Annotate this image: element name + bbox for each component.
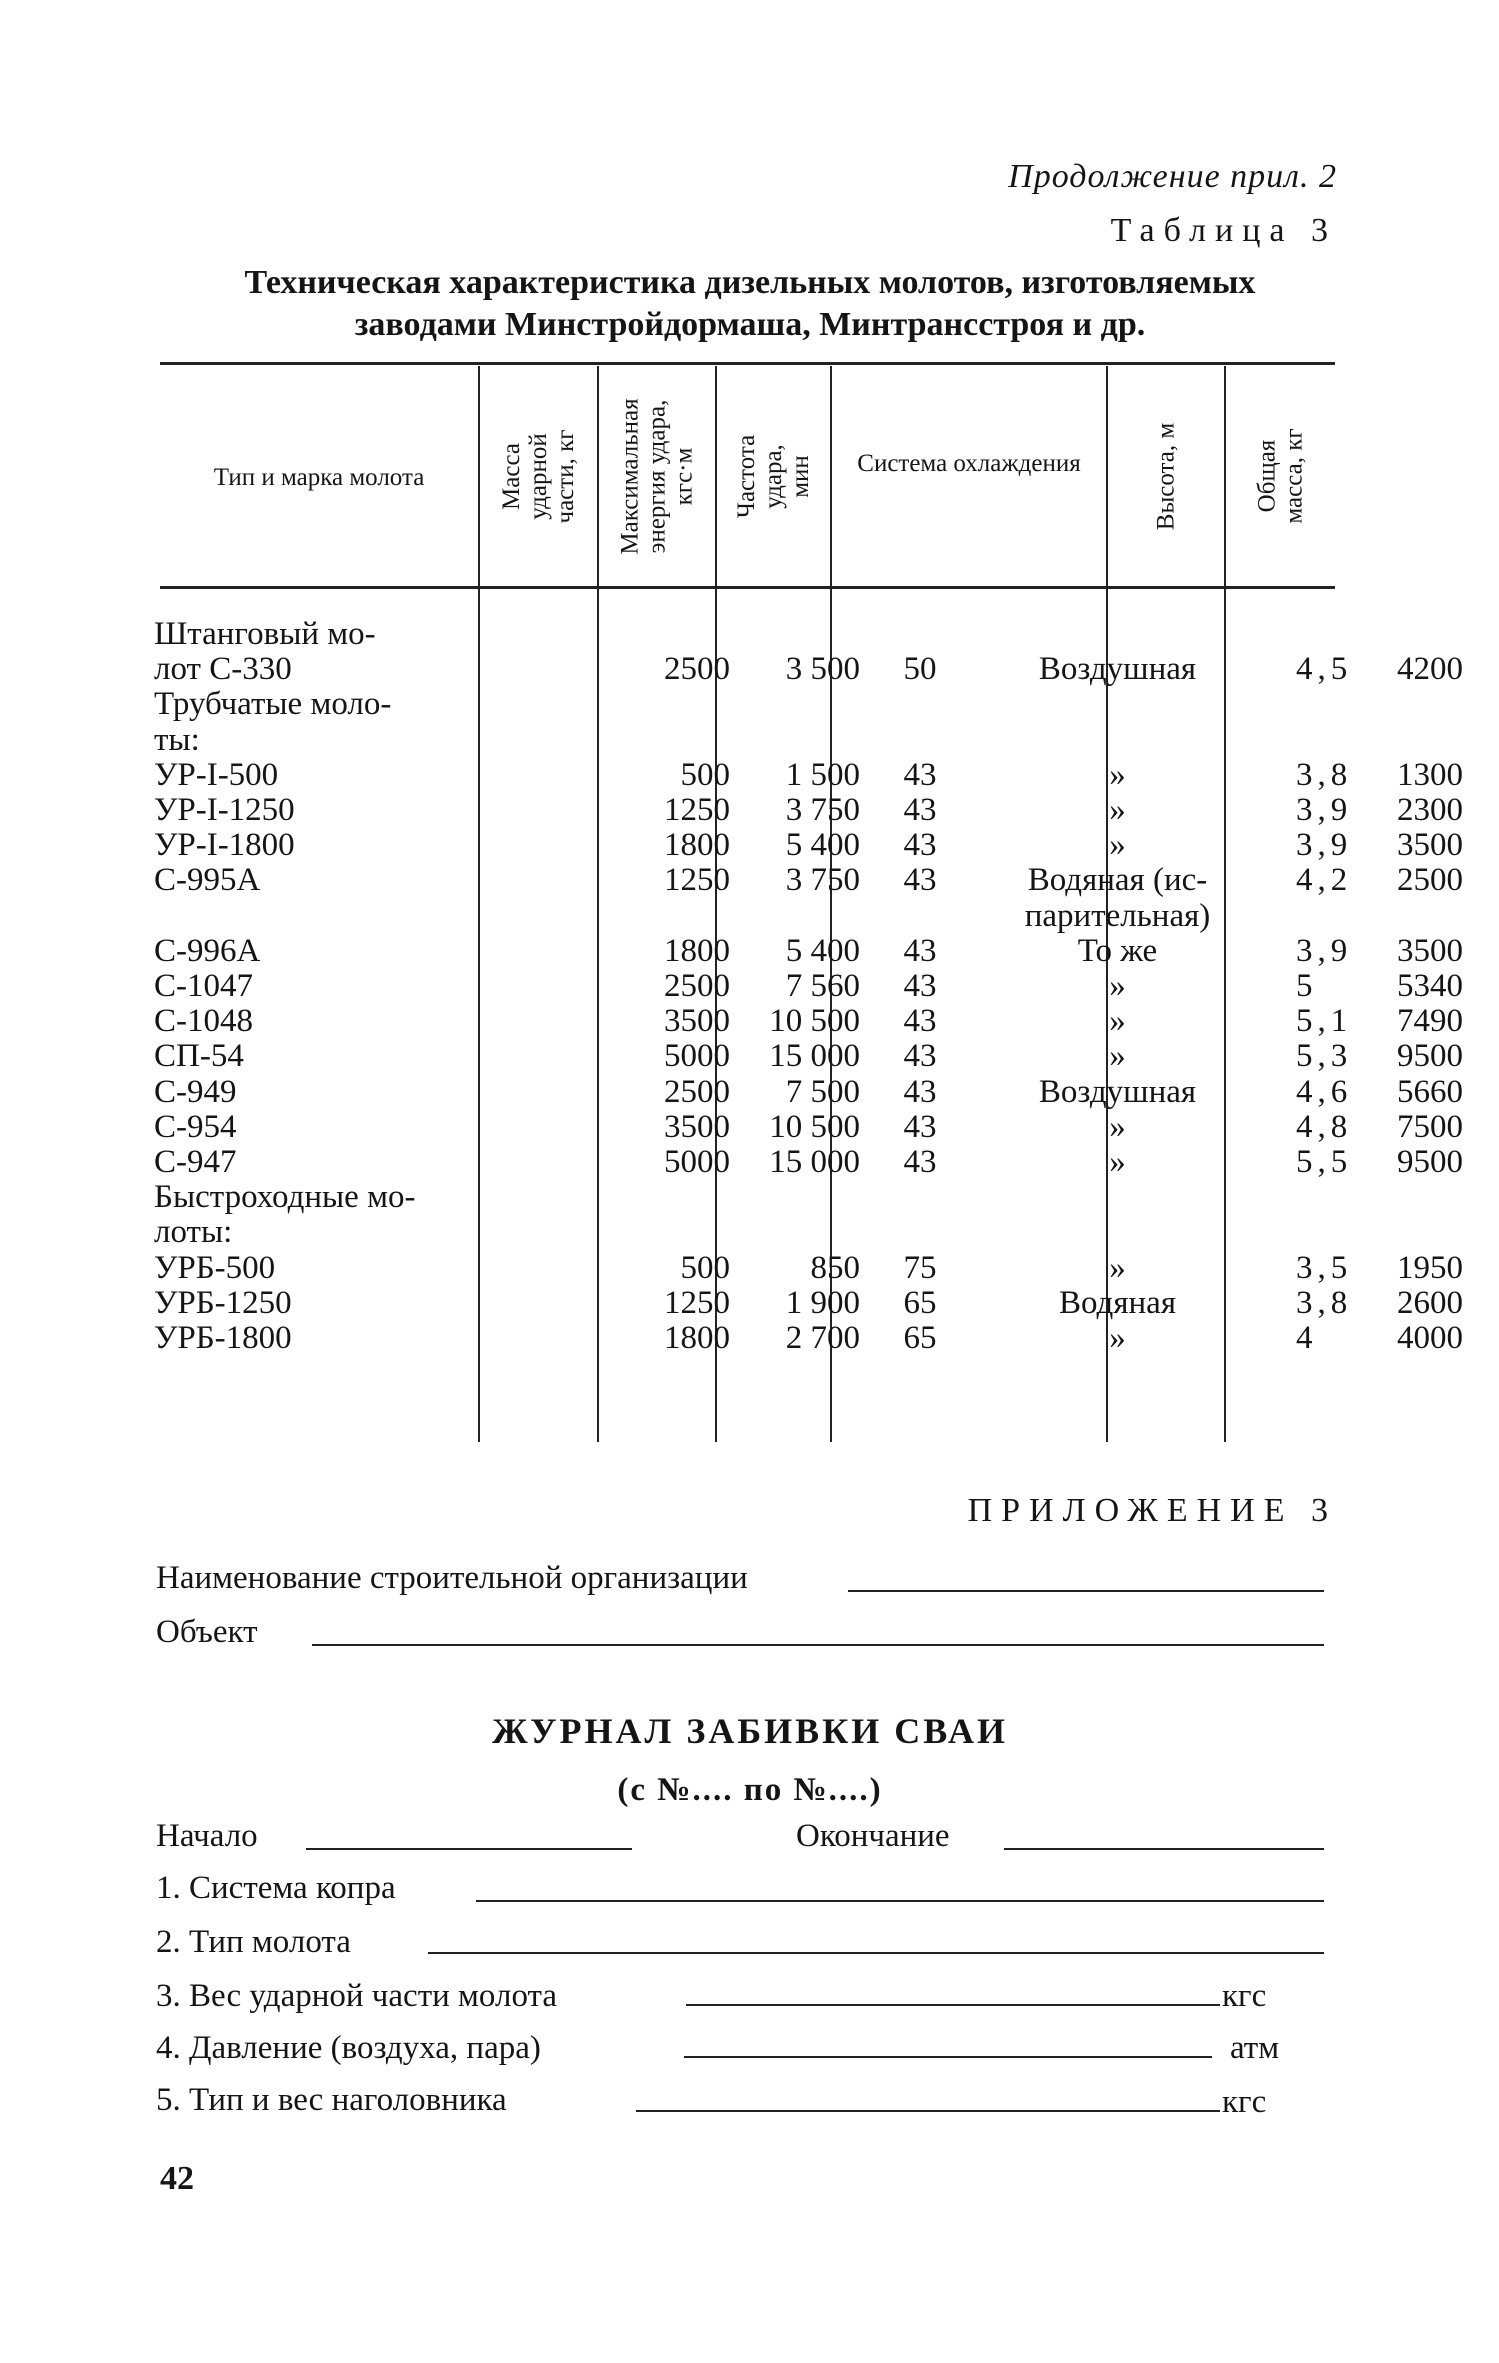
hammer-mass: 1800 (664, 827, 730, 864)
hammer-cooling: парительная) (1024, 897, 1211, 934)
hammer-cooling: » (1109, 1144, 1126, 1180)
table-header-rule (160, 586, 1335, 589)
hammer-frequency: 43 (903, 862, 937, 899)
hammer-cooling: » (1109, 792, 1126, 828)
hammer-mass: 2500 (664, 1073, 730, 1110)
hammer-height: 3,9 (1296, 932, 1353, 969)
hammer-name: С-1047 (154, 968, 253, 1004)
hammer-energy: 3 750 (785, 792, 860, 828)
hammer-energy: 5 400 (785, 827, 860, 864)
hammer-energy: 3 750 (785, 862, 860, 899)
hammer-frequency: 43 (903, 968, 937, 1004)
header-energy: Максимальная энергия удара, кгс·м (616, 397, 698, 555)
hammer-frequency: 65 (903, 1284, 937, 1321)
hammer-name: С-996А (154, 932, 261, 969)
hammer-name: УР-I-500 (154, 756, 279, 793)
org-field-line[interactable] (848, 1590, 1324, 1592)
journal-item-5: 5. Тип и вес наголовника (156, 2082, 507, 2118)
hammer-frequency: 43 (903, 756, 937, 793)
hammer-height: 5 (1296, 968, 1318, 1004)
hammer-cooling: Воздушная (1038, 1073, 1197, 1110)
hammer-cooling: То же (1077, 932, 1158, 969)
hammer-total-mass: 7490 (1397, 1003, 1463, 1040)
hammer-mass: 3500 (664, 1003, 730, 1040)
hammer-mass: 2500 (664, 651, 730, 688)
hammer-energy: 850 (810, 1249, 860, 1286)
hammer-mass: 5000 (664, 1038, 730, 1075)
hammer-total-mass: 3500 (1397, 932, 1463, 969)
hammer-energy: 10 500 (769, 1003, 860, 1040)
hammer-mass: 500 (680, 756, 730, 793)
hammer-energy: 10 500 (769, 1108, 860, 1145)
hammer-cooling: Водяная (ис- (1027, 862, 1208, 899)
hammer-energy: 15 000 (769, 1038, 860, 1075)
header-type: Тип и марка молота (213, 464, 425, 491)
hammer-height: 4,8 (1296, 1108, 1353, 1145)
hammer-total-mass: 5340 (1397, 968, 1463, 1004)
hammer-name: УР-I-1800 (154, 827, 295, 864)
hammer-name: Быстроходные мо- (154, 1179, 416, 1216)
header-frequency: Частота удара, мин (733, 434, 814, 518)
hammer-frequency: 43 (903, 827, 937, 864)
hammer-frequency: 43 (903, 932, 937, 969)
hammer-total-mass: 1950 (1397, 1249, 1463, 1286)
hammer-total-mass: 4000 (1397, 1320, 1463, 1356)
hammer-total-mass: 2500 (1397, 862, 1463, 899)
hammer-mass: 1250 (664, 862, 730, 899)
end-field-line[interactable] (1004, 1848, 1324, 1850)
journal-item-4-line[interactable] (684, 2056, 1212, 2058)
journal-item-4: 4. Давление (воздуха, пара) (156, 2030, 541, 2066)
hammer-name: УРБ-500 (154, 1249, 276, 1286)
table-top-rule (160, 362, 1335, 365)
header-mass: Масса ударной части, кг (498, 429, 579, 523)
hammer-mass: 5000 (664, 1144, 730, 1180)
journal-item-3-unit: кгс (1222, 1978, 1267, 2014)
hammer-name: Штанговый мо- (154, 616, 376, 652)
hammer-height: 5,3 (1296, 1038, 1353, 1075)
hammer-frequency: 65 (903, 1320, 937, 1356)
hammer-height: 4 (1296, 1320, 1318, 1356)
table-title-line-1: Техническая характеристика дизельных молотов, изготовляемых (244, 264, 1256, 301)
hammer-name: Трубчатые моло- (154, 686, 392, 723)
hammer-height: 4,2 (1296, 862, 1353, 899)
journal-item-1-line[interactable] (476, 1900, 1324, 1902)
hammer-name: С-949 (154, 1073, 237, 1110)
journal-item-3-line[interactable] (686, 2004, 1220, 2006)
journal-item-5-line[interactable] (636, 2110, 1220, 2112)
journal-title: ЖУРНАЛ ЗАБИВКИ СВАИ (492, 1711, 1008, 1751)
hammer-height: 3,8 (1296, 756, 1353, 793)
hammer-height: 4,6 (1296, 1073, 1353, 1110)
object-field-line[interactable] (312, 1644, 1324, 1646)
continuation-note: Продолжение прил. 2 (1008, 158, 1337, 195)
start-field-line[interactable] (306, 1848, 632, 1850)
hammer-mass: 1250 (664, 792, 730, 828)
journal-subtitle: (с №.... по №....) (617, 1772, 883, 1808)
hammer-height: 3,9 (1296, 827, 1353, 864)
hammer-mass: 1250 (664, 1284, 730, 1321)
journal-item-2: 2. Тип молота (156, 1924, 351, 1960)
hammer-name: УРБ-1250 (154, 1284, 292, 1321)
hammer-cooling: » (1109, 1038, 1126, 1075)
hammer-mass: 1800 (664, 932, 730, 969)
hammer-frequency: 43 (903, 1073, 937, 1110)
table-title-line-2: заводами Минстройдормаша, Минтрансстроя и др. (354, 306, 1146, 343)
hammer-total-mass: 4200 (1397, 651, 1463, 688)
hammer-height: 5,5 (1296, 1144, 1353, 1180)
hammer-total-mass: 7500 (1397, 1108, 1463, 1145)
hammer-energy: 2 700 (785, 1320, 860, 1356)
hammer-energy: 1 900 (785, 1284, 860, 1321)
appendix-heading: ПРИЛОЖЕНИЕ 3 (967, 1492, 1337, 1529)
hammer-cooling: » (1109, 1249, 1126, 1286)
hammer-cooling: » (1109, 968, 1126, 1004)
hammer-name: ты: (154, 721, 200, 758)
hammer-energy: 5 400 (785, 932, 860, 969)
hammer-cooling: » (1109, 1320, 1126, 1356)
hammer-frequency: 43 (903, 792, 937, 828)
hammer-height: 4,5 (1296, 651, 1353, 688)
hammer-name: УР-I-1250 (154, 792, 295, 828)
hammer-cooling: » (1109, 1003, 1126, 1040)
hammer-total-mass: 5660 (1397, 1073, 1463, 1110)
hammer-frequency: 43 (903, 1003, 937, 1040)
hammer-cooling: Воздушная (1038, 651, 1197, 688)
object-label: Объект (156, 1614, 258, 1650)
hammer-mass: 3500 (664, 1108, 730, 1145)
hammer-name: СП-54 (154, 1038, 244, 1075)
journal-item-2-line[interactable] (428, 1952, 1324, 1954)
hammer-frequency: 43 (903, 1144, 937, 1180)
hammer-name: С-1048 (154, 1003, 253, 1040)
hammer-mass: 500 (680, 1249, 730, 1286)
hammer-height: 3,5 (1296, 1249, 1353, 1286)
hammer-mass: 2500 (664, 968, 730, 1004)
header-total-mass: Общая масса, кг (1253, 428, 1308, 524)
hammer-total-mass: 9500 (1397, 1038, 1463, 1075)
hammer-energy: 7 500 (785, 1073, 860, 1110)
hammer-energy: 15 000 (769, 1144, 860, 1180)
end-label: Окончание (796, 1818, 950, 1854)
hammer-frequency: 43 (903, 1038, 937, 1075)
org-label: Наименование строительной организации (156, 1560, 748, 1596)
journal-item-1: 1. Система копра (156, 1870, 396, 1906)
table-title (160, 262, 1340, 346)
hammer-total-mass: 2300 (1397, 792, 1463, 828)
page-number: 42 (160, 2160, 194, 2197)
table-label: Таблица 3 (1110, 212, 1337, 249)
hammer-frequency: 50 (903, 651, 937, 688)
hammer-name: УРБ-1800 (154, 1320, 292, 1356)
hammer-name: С-954 (154, 1108, 237, 1145)
journal-item-4-unit: атм (1230, 2030, 1280, 2066)
hammer-name: лоты: (154, 1214, 233, 1251)
journal-item-3: 3. Вес ударной части молота (156, 1978, 557, 2014)
hammer-cooling: » (1109, 827, 1126, 864)
hammer-total-mass: 1300 (1397, 756, 1463, 793)
hammer-name: С-995А (154, 862, 261, 899)
hammer-height: 3,9 (1296, 792, 1353, 828)
header-cooling: Система охлаждения (857, 450, 1081, 477)
hammer-height: 3,8 (1296, 1284, 1353, 1321)
hammer-height: 5,1 (1296, 1003, 1353, 1040)
journal-item-5-unit: кгс (1222, 2084, 1267, 2120)
hammer-total-mass: 2600 (1397, 1284, 1463, 1321)
hammer-name: С-947 (154, 1144, 237, 1180)
hammer-total-mass: 9500 (1397, 1144, 1463, 1180)
start-label: Начало (156, 1818, 258, 1854)
hammer-mass: 1800 (664, 1320, 730, 1356)
hammer-cooling: Водяная (1058, 1284, 1176, 1321)
hammer-cooling: » (1109, 1108, 1126, 1145)
hammer-total-mass: 3500 (1397, 827, 1463, 864)
hammer-frequency: 43 (903, 1108, 937, 1145)
hammer-cooling: » (1109, 756, 1126, 793)
hammer-energy: 3 500 (785, 651, 860, 688)
header-height: Высота, м (1152, 422, 1180, 530)
hammer-name: лот С-330 (154, 651, 292, 688)
hammer-energy: 7 560 (785, 968, 860, 1004)
hammer-frequency: 75 (903, 1249, 937, 1286)
hammer-energy: 1 500 (785, 756, 860, 793)
